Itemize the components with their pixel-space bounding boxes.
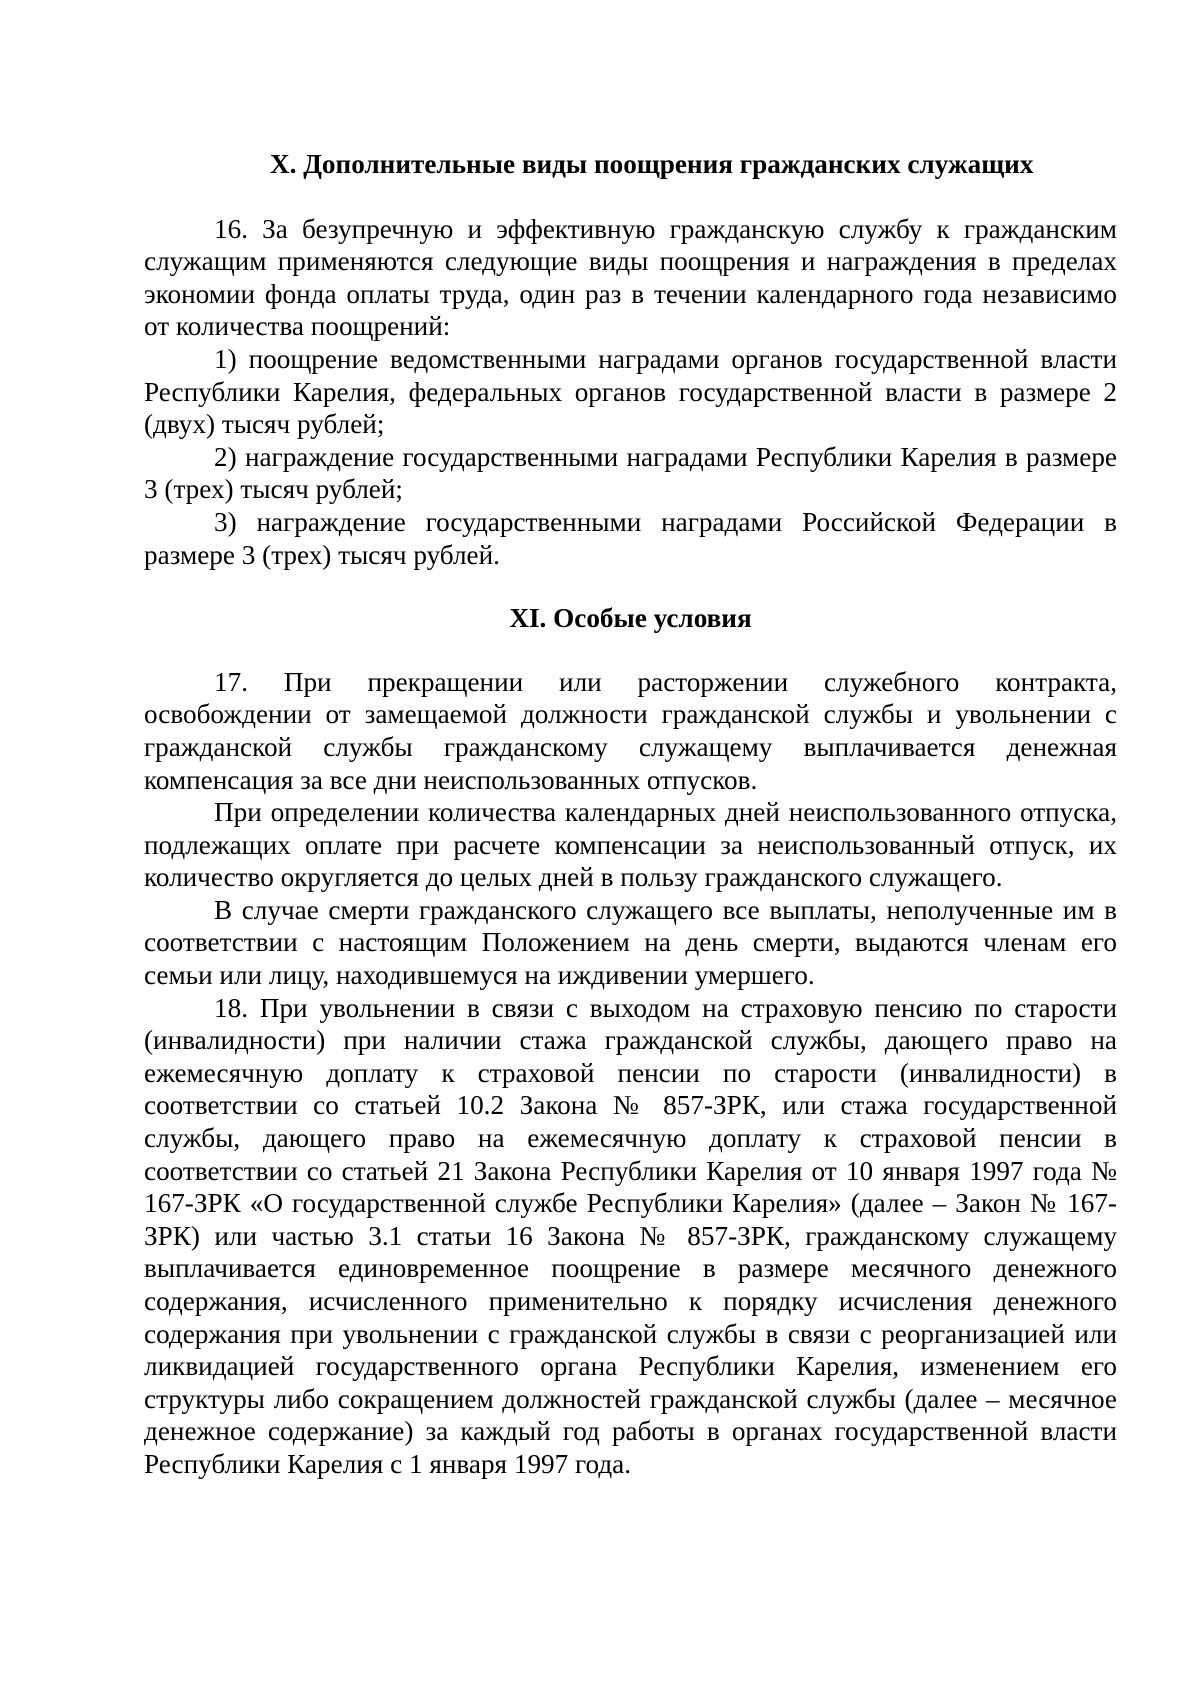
paragraph-16: 16. За безупречную и эффективную гражданскую службу к гражданским служащим применяются следующие виды поощрения и награждения в пределах экономии фонда оплаты труда, один раз в течении календарного года независимо от количества поощрений:	[144, 213, 1117, 342]
list-item-2: 2) награждение государственными наградами Республики Карелия в размере 3 (трех) тысяч рублей;	[144, 441, 1117, 505]
list-item-3: 3) награждение государственными наградами Российской Федерации в размере 3 (трех) тысяч рублей.	[144, 506, 1117, 570]
section-heading: XI. Особые условия	[509, 603, 752, 634]
paragraph-18: 18. При увольнении в связи с выходом на страховую пенсию по старости (инвалидности) при наличии стажа гражданской службы, дающего право на ежемесячную доплату к страховой пенсии по старости (инвалидности) в соответствии со статьей 10.2 Закона № 857-ЗРК, или стажа государственной службы, дающего право на ежемесячную доплату к страховой пенсии в соответствии со статьей 21 Закона Республики Карелия от 10 января 1997 года № 167-ЗРК «О государственной службе Республики Карелия» (далее – Закон № 167-ЗРК) или частью 3.1 статьи 16 Закона № 857-ЗРК, гражданскому служащему выплачивается единовременное поощрение в размере месячного денежного содержания, исчисленного применительно к порядку исчисления денежного содержания при увольнении с гражданской службы в связи с реорганизацией или ликвидацией государственного органа Республики Карелия, изменением его структуры либо сокращением должностей гражданской службы (далее – месячное денежное содержание) за каждый год работы в органах государственной власти Республики Карелия с 1 января 1997 года.	[144, 992, 1117, 1479]
document-page	[144, 148, 1117, 1481]
paragraph-17: 17. При прекращении или расторжении служебного контракта, освобождении от замещаемой должности гражданской службы и увольнении с гражданской службы гражданскому служащему выплачивается денежная компенсация за все дни неиспользованных отпусков.	[144, 666, 1117, 795]
paragraph-death-payments: В случае смерти гражданского служащего все выплаты, неполученные им в соответствии с настоящим Положением на день смерти, выдаются членам его семьи или лицу, находившемуся на иждивении умершего.	[144, 894, 1117, 991]
list-item-1: 1) поощрение ведомственными наградами органов государственной власти Республики Карелия, федеральных органов государственной власти в размере 2 (двух) тысяч рублей;	[144, 343, 1117, 440]
paragraph-vacation-days: При определении количества календарных дней неиспользованного отпуска, подлежащих оплате при расчете компенсации за неиспользованный отпуск, их количество округляется до целых дней в пользу гражданского служащего.	[144, 797, 1117, 893]
section-heading: X. Дополнительные виды поощрения гражданских служащих	[270, 149, 1034, 179]
